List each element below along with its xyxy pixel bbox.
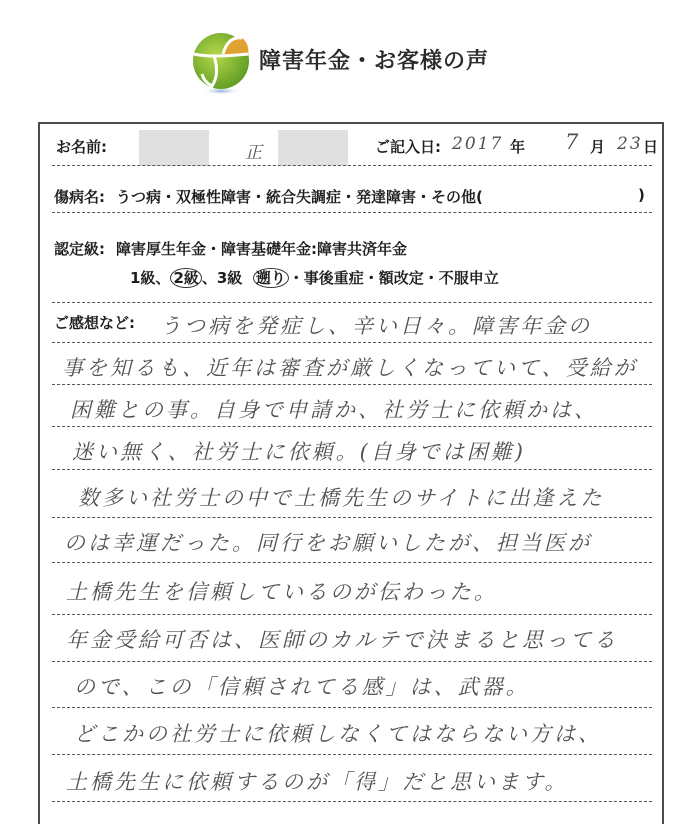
disease-label: 傷病名: xyxy=(54,188,105,206)
grade-3: 、3級 xyxy=(201,269,243,287)
grade-label: 認定級: xyxy=(54,240,105,258)
disease-options: うつ病・双極性障害・統合失調症・発達障害・その他( xyxy=(116,188,483,206)
divider xyxy=(52,562,652,563)
comment-line: ので、この「信頼されてる感」は、武器。 xyxy=(74,675,530,699)
comment-line: のは幸運だった。同行をお願いしたが、担当医が xyxy=(64,531,592,555)
date-month: 7 xyxy=(565,130,582,154)
divider xyxy=(52,661,652,662)
name-handwritten: 正 xyxy=(245,143,264,163)
divider xyxy=(52,517,652,518)
divider xyxy=(52,302,652,303)
grade-2-circled: 2級 xyxy=(170,268,201,288)
name-label: お名前: xyxy=(56,138,107,156)
comment-line: どこかの社労士に依頼しなくてはならない方は、 xyxy=(74,722,602,746)
comment-line: 土橋先生に依頼するのが「得」だと思います。 xyxy=(66,770,569,794)
claim-retroactive-circled: 遡り xyxy=(253,268,289,288)
comment-line: 困難との事。自身で申請か、社労士に依頼かは、 xyxy=(70,398,598,422)
grade-options xyxy=(130,267,499,288)
claim-types: ・事後重症・額改定・不服申立 xyxy=(288,269,499,287)
comment-line: 年金受給可否は、医師のカルテで決まると思ってる xyxy=(66,628,618,652)
divider xyxy=(52,342,652,343)
disease-close-paren: ) xyxy=(638,186,645,204)
page-header xyxy=(0,0,697,110)
comment-line: 迷い無く、社労士に依頼。(自身では困難) xyxy=(72,440,526,464)
divider xyxy=(52,707,652,708)
comment-line: 事を知るも、近年は審査が厳しくなっていて、受給が xyxy=(62,356,638,380)
day-unit: 日 xyxy=(643,138,659,156)
divider xyxy=(52,384,652,385)
pension-types: 障害厚生年金・障害基礎年金:障害共済年金 xyxy=(116,240,408,258)
redacted-name-1 xyxy=(139,130,209,166)
divider xyxy=(52,754,652,755)
divider xyxy=(52,165,652,166)
page-title: 障害年金・お客様の声 xyxy=(259,49,490,74)
divider xyxy=(52,212,652,213)
divider xyxy=(52,614,652,615)
comment-line: 土橋先生を信頼しているのが伝わった。 xyxy=(66,580,498,604)
comment-line: うつ病を発症し、辛い日々。障害年金の xyxy=(160,314,592,338)
divider xyxy=(52,469,652,470)
logo-icon xyxy=(190,30,252,96)
grade-1: 1級、 xyxy=(130,269,171,287)
date-label: ご記入日: xyxy=(375,138,441,156)
year-unit: 年 xyxy=(510,138,526,156)
divider xyxy=(52,801,652,802)
comments-label: ご感想など: xyxy=(54,314,135,332)
comment-line: 数多い社労士の中で土橋先生のサイトに出逢えた xyxy=(78,486,605,510)
date-day: 23 xyxy=(617,134,643,154)
date-year: 2017 xyxy=(452,134,504,154)
testimonial-form xyxy=(38,122,664,824)
divider xyxy=(52,426,652,427)
redacted-name-2 xyxy=(278,130,348,166)
month-unit: 月 xyxy=(590,138,606,156)
